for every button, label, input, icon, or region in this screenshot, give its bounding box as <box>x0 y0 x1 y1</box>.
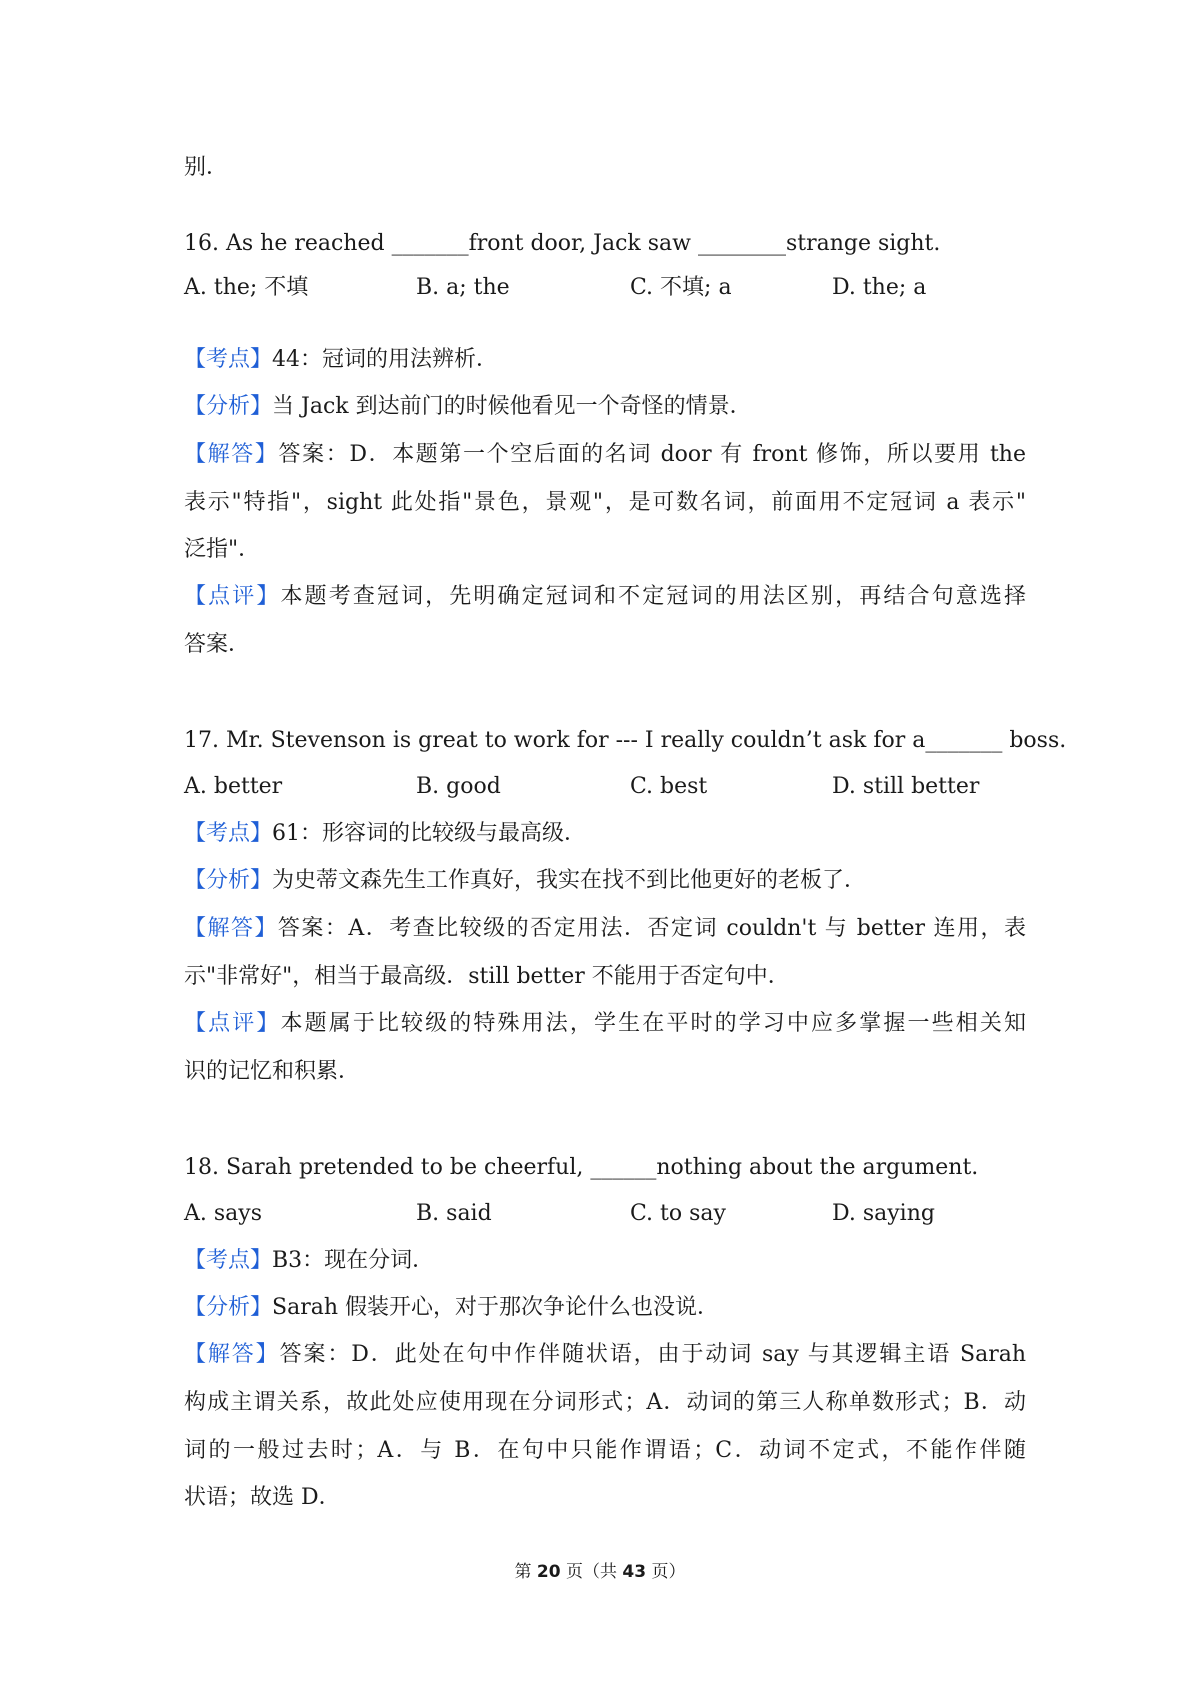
q16-dianping-line-1 <box>184 582 1026 612</box>
q18-option-a: A. says <box>184 1201 262 1226</box>
footer-prefix: 第 <box>514 1562 532 1582</box>
q16-option-a: A. the; 不填 <box>184 275 309 300</box>
kaodian-tag: 【考点】 <box>184 347 273 372</box>
q18-jieda-line-2: 构成主谓关系，故此处应使用现在分词形式；A．动词的第三人称单数形式；B．动 <box>184 1390 1026 1415</box>
footer-total-pages: 43 <box>622 1562 647 1582</box>
q18-option-b: B. said <box>416 1201 492 1226</box>
fenxi-tag: 【分析】 <box>184 868 273 893</box>
q18-jieda-text-1: 答案：D．此处在句中作伴随状语，由于动词 say 与其逻辑主语 Sarah <box>279 1342 1026 1367</box>
q16-dianping-line-2: 答案． <box>184 632 251 657</box>
q17-option-d: D. still better <box>832 774 980 799</box>
fenxi-tag: 【分析】 <box>184 1295 273 1320</box>
q17-fenxi-text: 为史蒂文森先生工作真好，我实在找不到比他更好的老板了． <box>272 868 867 893</box>
q17-option-b: B. good <box>416 774 501 799</box>
page-footer <box>0 1560 1200 1584</box>
footer-page-number: 20 <box>536 1562 561 1582</box>
footer-suffix: 页） <box>651 1562 686 1582</box>
paragraph-tail: 别． <box>184 155 229 180</box>
question-17-stem: 17. Mr. Stevenson is great to work for --- I really couldn’t ask for a_______ boss. <box>184 728 1067 753</box>
fenxi-tag: 【分析】 <box>184 394 273 419</box>
q18-option-c: C. to say <box>630 1201 726 1226</box>
q16-dianping-text-1: 本题考查冠词，先明确定冠词和不定冠词的用法区别，再结合句意选择 <box>280 584 1026 609</box>
jieda-tag: 【解答】 <box>184 1342 280 1367</box>
q16-jieda-text-1: 答案：D．本题第一个空后面的名词 door 有 front 修饰，所以要用 the <box>278 442 1026 467</box>
q16-jieda-line-1 <box>184 440 1026 470</box>
q16-fenxi <box>184 392 1026 422</box>
q18-kaodian <box>184 1246 1026 1276</box>
q17-option-a: A. better <box>184 774 283 799</box>
q18-jieda-line-4: 状语；故选 D． <box>184 1485 341 1510</box>
q16-option-d: D. the; a <box>832 275 927 300</box>
q17-jieda-text-1: 答案：A．考查比较级的否定用法．否定词 couldn't 与 better 连用，表 <box>277 916 1026 941</box>
dianping-tag: 【点评】 <box>184 584 281 609</box>
q17-jieda-line-2: 示"非常好"，相当于最高级．still better 不能用于否定句中． <box>184 964 790 989</box>
kaodian-tag: 【考点】 <box>184 821 273 846</box>
q17-option-c: C. best <box>630 774 708 799</box>
q17-dianping-line-2: 识的记忆和积累． <box>184 1059 361 1084</box>
question-16-stem: 16. As he reached _______front door, Jack saw ________strange sight. <box>184 231 941 256</box>
q16-option-b: B. a; the <box>416 275 510 300</box>
q17-jieda-line-1 <box>184 914 1026 944</box>
dianping-tag: 【点评】 <box>184 1011 281 1036</box>
q18-fenxi <box>184 1293 1026 1323</box>
q17-dianping-line-1 <box>184 1009 1026 1039</box>
footer-middle: 页（共 <box>566 1562 617 1582</box>
q16-kaodian-text: 44：冠词的用法辨析． <box>272 347 499 372</box>
q17-kaodian-text: 61：形容词的比较级与最高级． <box>272 821 587 846</box>
question-18-stem: 18. Sarah pretended to be cheerful, ______nothing about the argument. <box>184 1155 979 1180</box>
q17-fenxi <box>184 866 1026 896</box>
jieda-tag: 【解答】 <box>184 916 278 941</box>
jieda-tag: 【解答】 <box>184 442 279 467</box>
q18-jieda-line-3: 词的一般过去时；A．与 B．在句中只能作谓语；C．动词不定式，不能作伴随 <box>184 1438 1026 1463</box>
q18-option-d: D. saying <box>832 1201 935 1226</box>
q18-jieda-line-1 <box>184 1340 1026 1370</box>
q16-jieda-line-3: 泛指"． <box>184 537 261 562</box>
q18-fenxi-text: Sarah 假装开心，对于那次争论什么也没说． <box>272 1295 719 1320</box>
q18-kaodian-text: B3：现在分词． <box>272 1248 435 1273</box>
q16-kaodian <box>184 345 1026 375</box>
q17-dianping-text-1: 本题属于比较级的特殊用法，学生在平时的学习中应多掌握一些相关知 <box>280 1011 1026 1036</box>
q16-fenxi-text: 当 Jack 到达前门的时候他看见一个奇怪的情景． <box>272 394 752 419</box>
q17-kaodian <box>184 819 1026 849</box>
q16-jieda-line-2: 表示"特指"，sight 此处指"景色，景观"，是可数名词，前面用不定冠词 a 表示" <box>184 490 1026 515</box>
q16-option-c: C. 不填; a <box>630 275 732 300</box>
kaodian-tag: 【考点】 <box>184 1248 273 1273</box>
